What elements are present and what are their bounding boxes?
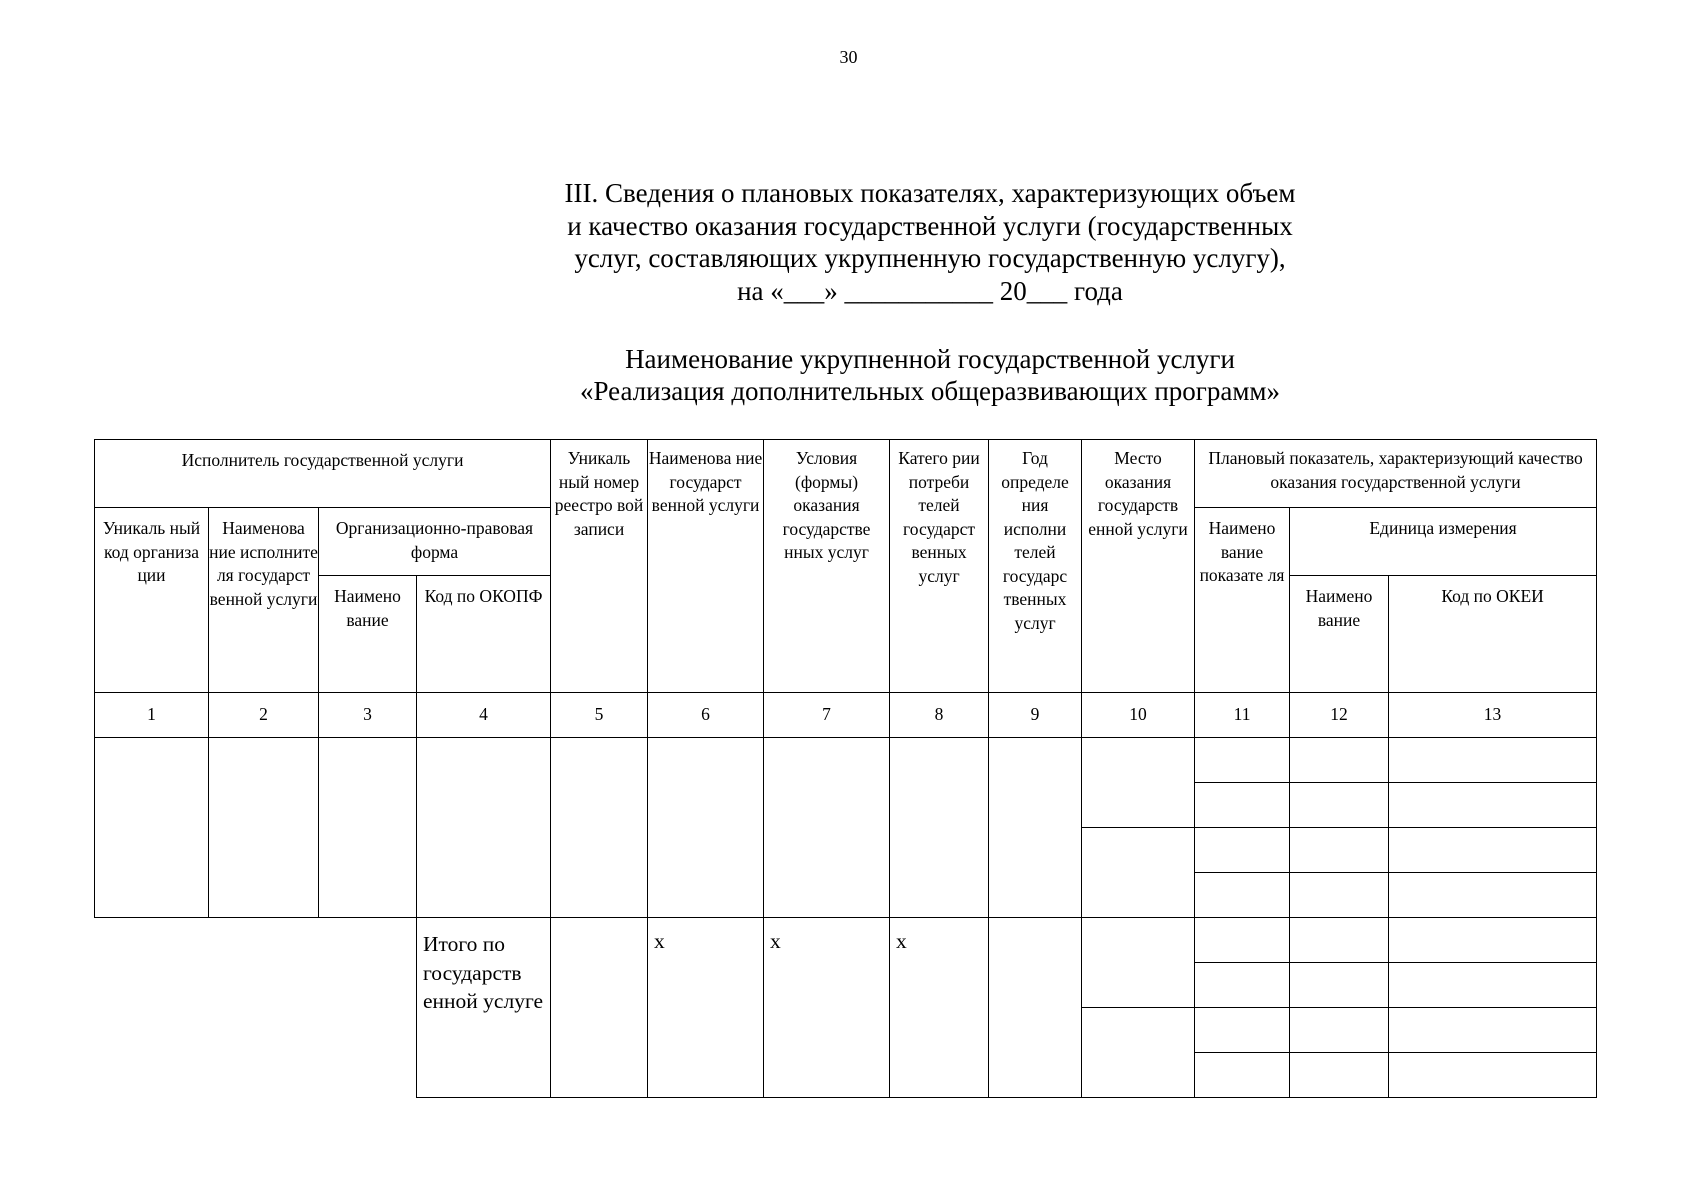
- column-number: 3: [319, 693, 417, 738]
- header-executor-year: Год определе ния исполни телей государс твенных услуг: [989, 440, 1082, 693]
- empty-area: [95, 918, 417, 1098]
- title-line: и качество оказания государственной услуги (государственных: [567, 210, 1293, 241]
- table-cell[interactable]: [1082, 918, 1195, 1008]
- header-legal-form: Организационно-правовая форма: [319, 508, 551, 576]
- header-service-conditions: Условия (формы) оказания государстве нных услуг: [764, 440, 890, 693]
- table-cell[interactable]: [1082, 828, 1195, 918]
- table-cell[interactable]: [551, 918, 648, 1098]
- table-cell[interactable]: [648, 738, 764, 918]
- table-cell[interactable]: [1389, 828, 1597, 873]
- x-mark: x: [890, 918, 989, 1098]
- section-title: [380, 177, 1480, 307]
- table-cell[interactable]: [890, 738, 989, 918]
- table-cell[interactable]: [1389, 738, 1597, 783]
- header-executor-name: Наименова ние исполните ля государст венной услуги: [209, 508, 319, 693]
- header-okei-code: Код по ОКЕИ: [1389, 576, 1597, 693]
- title-line: на «___» ___________ 20___ года: [737, 275, 1123, 306]
- table-cell[interactable]: [1195, 783, 1290, 828]
- page-number: 30: [839, 47, 858, 67]
- title-line: услуг, составляющих укрупненную государственную услугу),: [574, 243, 1286, 273]
- table-cell[interactable]: [989, 738, 1082, 918]
- table-cell[interactable]: [319, 738, 417, 918]
- table-cell[interactable]: [1290, 1053, 1389, 1098]
- service-title: [380, 343, 1480, 407]
- table-cell[interactable]: [1389, 963, 1597, 1008]
- table-cell[interactable]: [1195, 873, 1290, 918]
- column-number: 4: [417, 693, 551, 738]
- table-cell[interactable]: [417, 738, 551, 918]
- table-cell[interactable]: [1389, 1053, 1597, 1098]
- column-number: 13: [1389, 693, 1597, 738]
- table-cell[interactable]: [1195, 1053, 1290, 1098]
- table-cell[interactable]: [95, 738, 209, 918]
- column-number: 2: [209, 693, 319, 738]
- table-cell[interactable]: [1290, 918, 1389, 963]
- column-number: 11: [1195, 693, 1290, 738]
- x-mark: x: [764, 918, 890, 1098]
- table-cell[interactable]: [1195, 963, 1290, 1008]
- subtitle-line: Наименование укрупненной государственной услуги: [625, 344, 1235, 374]
- column-number: 10: [1082, 693, 1195, 738]
- table-cell[interactable]: [1290, 1008, 1389, 1053]
- header-service-name: Наименова ние государст венной услуги: [648, 440, 764, 693]
- table-cell[interactable]: [1195, 828, 1290, 873]
- header-unit: Единица измерения: [1290, 508, 1597, 576]
- table-cell[interactable]: [1290, 738, 1389, 783]
- table-cell[interactable]: [1195, 1008, 1290, 1053]
- table-cell[interactable]: [1195, 738, 1290, 783]
- table-cell[interactable]: [1290, 873, 1389, 918]
- table-cell[interactable]: [989, 918, 1082, 1098]
- table-cell[interactable]: [1389, 1008, 1597, 1053]
- column-number: 6: [648, 693, 764, 738]
- table-cell[interactable]: [1290, 783, 1389, 828]
- header-indicator-name: Наимено вание показате ля: [1195, 508, 1290, 693]
- column-number: 8: [890, 693, 989, 738]
- table-cell[interactable]: [551, 738, 648, 918]
- table-cell[interactable]: [1389, 873, 1597, 918]
- column-number: 5: [551, 693, 648, 738]
- header-okopf-code: Код по ОКОПФ: [417, 576, 551, 693]
- table-cell[interactable]: [1290, 963, 1389, 1008]
- column-number: 1: [95, 693, 209, 738]
- table-cell[interactable]: [1195, 918, 1290, 963]
- column-number: 12: [1290, 693, 1389, 738]
- header-unique-org-code: Уникаль ный код организа ции: [95, 508, 209, 693]
- table-cell[interactable]: [1389, 918, 1597, 963]
- table-cell[interactable]: [1389, 783, 1597, 828]
- total-label: Итого по государств енной услуге: [417, 918, 551, 1098]
- indicators-table: [94, 439, 1597, 1098]
- table-cell[interactable]: [764, 738, 890, 918]
- table-cell[interactable]: [1082, 738, 1195, 828]
- title-line: III. Сведения о плановых показателях, характеризующих объем: [564, 178, 1296, 208]
- table-cell[interactable]: [209, 738, 319, 918]
- header-legal-form-name: Наимено вание: [319, 576, 417, 693]
- column-number: 9: [989, 693, 1082, 738]
- header-unit-name: Наимено вание: [1290, 576, 1389, 693]
- subtitle-line: «Реализация дополнительных общеразвивающих программ»: [579, 376, 1281, 406]
- header-planned-indicator: Плановый показатель, характеризующий качество оказания государственной услуги: [1195, 440, 1597, 508]
- header-consumer-categories: Катего рии потреби телей государст венных услуг: [890, 440, 989, 693]
- column-number: 7: [764, 693, 890, 738]
- header-service-place: Место оказания государств енной услуги: [1082, 440, 1195, 693]
- header-registry-number: Уникаль ный номер реестро вой записи: [551, 440, 648, 693]
- table-cell[interactable]: [1082, 1008, 1195, 1098]
- table-cell[interactable]: [1290, 828, 1389, 873]
- x-mark: x: [648, 918, 764, 1098]
- header-executor: Исполнитель государственной услуги: [95, 440, 551, 508]
